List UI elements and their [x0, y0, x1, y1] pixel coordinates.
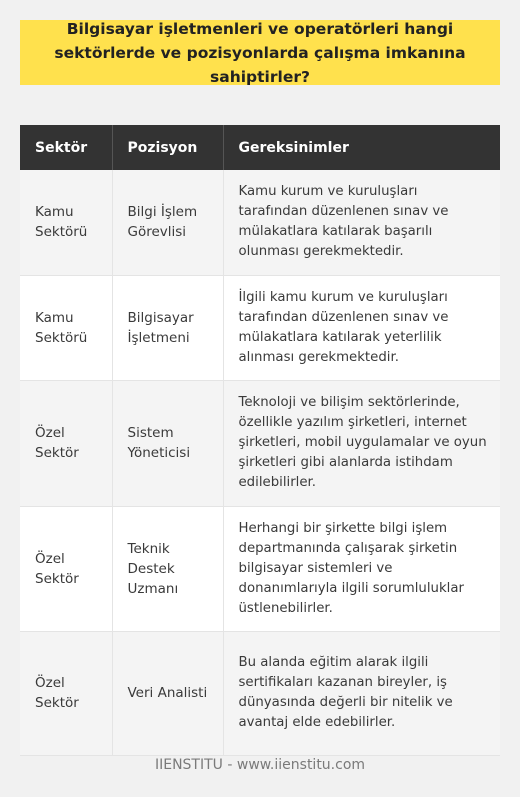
- table-header-row: [20, 125, 500, 170]
- header-position: Pozisyon: [112, 125, 223, 170]
- cell-requirements: Herhangi bir şirkette bilgi işlem departmanında çalışarak şirketin bilgisayar sistemleri ve donanımlarıyla ilgili sorumluluklar üstlenebilirler.: [223, 506, 500, 631]
- cell-requirements: Teknoloji ve bilişim sektörlerinde, özellikle yazılım şirketleri, internet şirketleri, mobil uygulamalar ve oyun şirketleri gibi alanlarda istihdam edilebilirler.: [223, 380, 500, 506]
- cell-requirements: İlgili kamu kurum ve kuruluşları tarafından düzenlenen sınav ve mülakatlara katılarak yeterlilik alınması gerekmektedir.: [223, 275, 500, 380]
- cell-sector: Özel Sektör: [20, 631, 112, 755]
- cell-sector: Özel Sektör: [20, 380, 112, 506]
- cell-position: Bilgisayar İşletmeni: [112, 275, 223, 380]
- page-title: Bilgisayar işletmenleri ve operatörleri hangi sektörlerde ve pozisyonlarda çalışma imkanına sahiptirler?: [54, 19, 466, 86]
- table-row: [20, 506, 500, 631]
- cell-position: Teknik Destek Uzmanı: [112, 506, 223, 631]
- cell-position: Sistem Yöneticisi: [112, 380, 223, 506]
- table-row: [20, 170, 500, 275]
- cell-sector: Kamu Sektörü: [20, 170, 112, 275]
- cell-position: Bilgi İşlem Görevlisi: [112, 170, 223, 275]
- sector-position-table: [20, 125, 500, 756]
- cell-requirements: Bu alanda eğitim alarak ilgili sertifikaları kazanan bireyler, iş dünyasında değerli bir nitelik ve avantaj elde edebilirler.: [223, 631, 500, 755]
- cell-sector: Kamu Sektörü: [20, 275, 112, 380]
- header-sector: Sektör: [20, 125, 112, 170]
- table-row: [20, 380, 500, 506]
- table-row: [20, 631, 500, 755]
- table-row: [20, 275, 500, 380]
- cell-position: Veri Analisti: [112, 631, 223, 755]
- cell-sector: Özel Sektör: [20, 506, 112, 631]
- footer-credit: IIENSTITU - www.iienstitu.com: [154, 757, 366, 773]
- title-banner: [20, 20, 500, 85]
- cell-requirements: Kamu kurum ve kuruluşları tarafından düzenlenen sınav ve mülakatlara katılarak başarılı olunması gerekmektedir.: [223, 170, 500, 275]
- header-requirements: Gereksinimler: [223, 125, 500, 170]
